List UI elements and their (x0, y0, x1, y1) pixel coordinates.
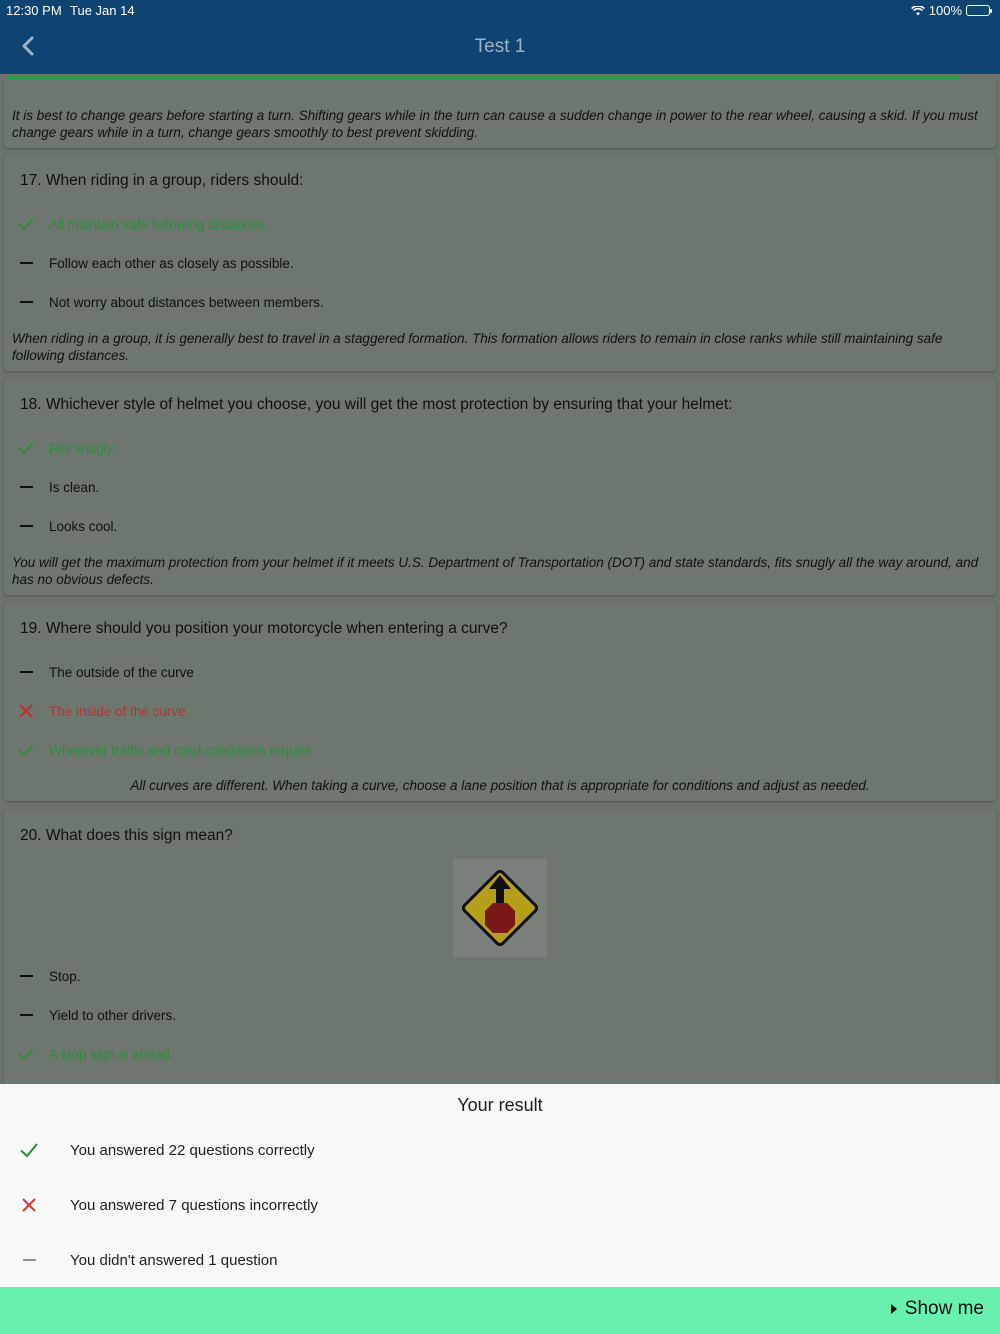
dash-icon (18, 1249, 40, 1271)
question-title: 19. Where should you position your motorcycle when entering a curve? (20, 620, 508, 637)
dash-icon (16, 477, 36, 497)
navigation-bar (0, 0, 1000, 74)
answer-option[interactable] (16, 253, 294, 273)
status-bar (0, 0, 1000, 20)
dash-icon (16, 516, 36, 536)
question-card-16 (4, 80, 996, 148)
result-title: Your result (457, 1095, 543, 1115)
question-title: 20. What does this sign mean? (20, 827, 233, 844)
answer-label: Yield to other drivers. (49, 1007, 177, 1023)
result-sheet (0, 1084, 1000, 1287)
answer-label: All maintain safe following distances. (49, 216, 269, 232)
wifi-icon (911, 6, 925, 16)
question-card-19 (4, 603, 996, 801)
answer-option[interactable] (16, 662, 194, 682)
status-date: Tue Jan 14 (70, 3, 135, 18)
result-unanswered-row (18, 1248, 277, 1272)
battery-icon (966, 5, 990, 16)
question-card-20 (4, 810, 996, 1084)
answer-option[interactable] (16, 1005, 176, 1025)
questions-list[interactable] (0, 80, 1000, 1084)
answer-label: Follow each other as closely as possible. (49, 255, 294, 271)
answer-option[interactable] (16, 701, 186, 721)
result-correct-row (18, 1138, 315, 1162)
answer-label: Looks cool. (49, 518, 118, 534)
page-title: Test 1 (474, 36, 526, 57)
cross-icon (16, 701, 36, 721)
question-card-17 (4, 155, 996, 371)
answer-label: Fits snugly. (49, 440, 117, 456)
show-me-bar[interactable] (0, 1287, 1000, 1334)
result-incorrect-text: You answered 7 questions incorrectly (70, 1196, 318, 1214)
show-me-button[interactable] (891, 1298, 984, 1320)
result-unanswered-text: You didn't answered 1 question (70, 1251, 278, 1269)
check-icon (16, 438, 36, 458)
answer-label: Is clean. (49, 479, 100, 495)
triangle-right-icon (891, 1304, 897, 1314)
check-icon (16, 214, 36, 234)
status-time: 12:30 PM (6, 3, 62, 18)
check-icon (16, 740, 36, 760)
question-card-18 (4, 379, 996, 595)
answer-label: A stop sign is ahead. (49, 1046, 174, 1062)
answer-option[interactable] (16, 477, 99, 497)
answer-option[interactable] (16, 1044, 174, 1064)
answer-option[interactable] (16, 214, 269, 234)
dash-icon (16, 253, 36, 273)
answer-option[interactable] (16, 516, 117, 536)
cross-icon (18, 1194, 40, 1216)
explanation-text: It is best to change gears before starting a turn. Shifting gears while in the turn can cause a sudden change in power to the rear wheel, causing a skid. If you must change gears while in a turn, change gears smoothly to best prevent skidding. (12, 108, 978, 140)
explanation-text: You will get the maximum protection from your helmet if it meets U.S. Department of Transportation (DOT) and state standards, fits snugly all the way around, and has no obvious defects. (12, 555, 979, 587)
answer-option[interactable] (16, 740, 311, 760)
dash-icon (16, 966, 36, 986)
result-incorrect-row (18, 1193, 318, 1217)
answer-label: Stop. (49, 968, 81, 984)
question-title: 18. Whichever style of helmet you choose, you will get the most protection by ensuring that your helmet: (20, 396, 733, 413)
dash-icon (16, 662, 36, 682)
dash-icon (16, 292, 36, 312)
question-title: 17. When riding in a group, riders should: (20, 172, 304, 189)
status-right (911, 3, 990, 18)
battery-percent: 100% (928, 3, 962, 18)
answer-label: The outside of the curve (49, 664, 194, 680)
answer-label: Not worry about distances between members. (49, 294, 324, 310)
answer-option[interactable] (16, 966, 81, 986)
check-icon (16, 1044, 36, 1064)
show-me-label: Show me (904, 1298, 984, 1319)
answer-option[interactable] (16, 292, 324, 312)
stop-ahead-sign-icon (453, 859, 547, 957)
answer-label: Wherever traffic and road conditions require (49, 742, 312, 758)
answer-label: The inside of the curve (49, 703, 186, 719)
answer-option[interactable] (16, 438, 116, 458)
check-icon (18, 1139, 40, 1161)
explanation-text: When riding in a group, it is generally best to travel in a staggered formation. This formation allows riders to remain in close ranks while still maintaining safe following distances. (12, 331, 943, 363)
dash-icon (16, 1005, 36, 1025)
result-correct-text: You answered 22 questions correctly (70, 1141, 315, 1159)
explanation-text: All curves are different. When taking a curve, choose a lane position that is appropriate for conditions and adjust as needed. (130, 778, 870, 793)
